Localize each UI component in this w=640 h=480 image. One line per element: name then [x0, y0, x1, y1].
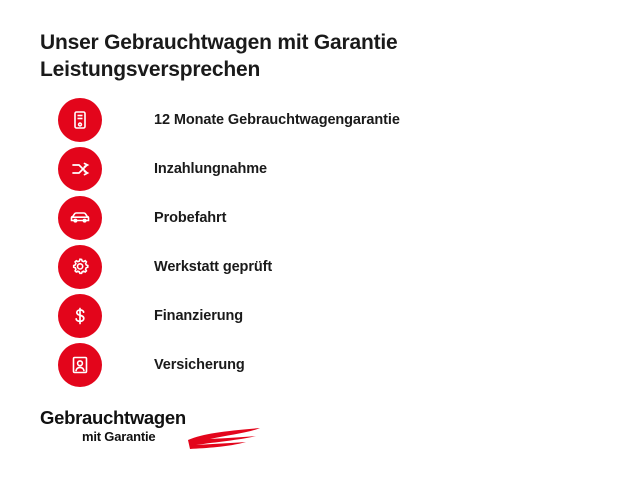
- list-item: [58, 292, 598, 340]
- dollar-sign-icon: [58, 294, 102, 338]
- brand-logo-line-2: mit Garantie: [82, 429, 156, 445]
- page-title-line-2: Leistungsversprechen: [40, 57, 261, 81]
- page-title-line-1: Unser Gebrauchtwagen mit Garantie: [40, 31, 398, 54]
- list-item: [58, 145, 598, 193]
- list-item-label: 12 Monate Gebrauchtwagengarantie: [154, 112, 400, 128]
- certificate-document-icon: [58, 98, 102, 142]
- person-shield-icon: [58, 343, 102, 387]
- list-item-label: Versicherung: [154, 357, 245, 373]
- list-item-label: Finanzierung: [154, 308, 244, 324]
- car-icon: [58, 196, 102, 240]
- page-title: [40, 30, 600, 83]
- benefits-list: [58, 96, 598, 390]
- gear-icon: [58, 245, 102, 289]
- list-item: [58, 194, 598, 242]
- brush-stroke-icon: [186, 426, 264, 452]
- list-item-label: Probefahrt: [154, 210, 227, 226]
- exchange-arrows-icon: [58, 147, 102, 191]
- brand-logo-line-1: Gebrauchtwagen: [40, 407, 186, 428]
- list-item-label: Inzahlungnahme: [154, 161, 267, 177]
- list-item: [58, 341, 598, 389]
- list-item: [58, 243, 598, 291]
- brand-logo: [40, 408, 300, 454]
- list-item: [58, 96, 598, 144]
- list-item-label: Werkstatt geprüft: [154, 259, 273, 275]
